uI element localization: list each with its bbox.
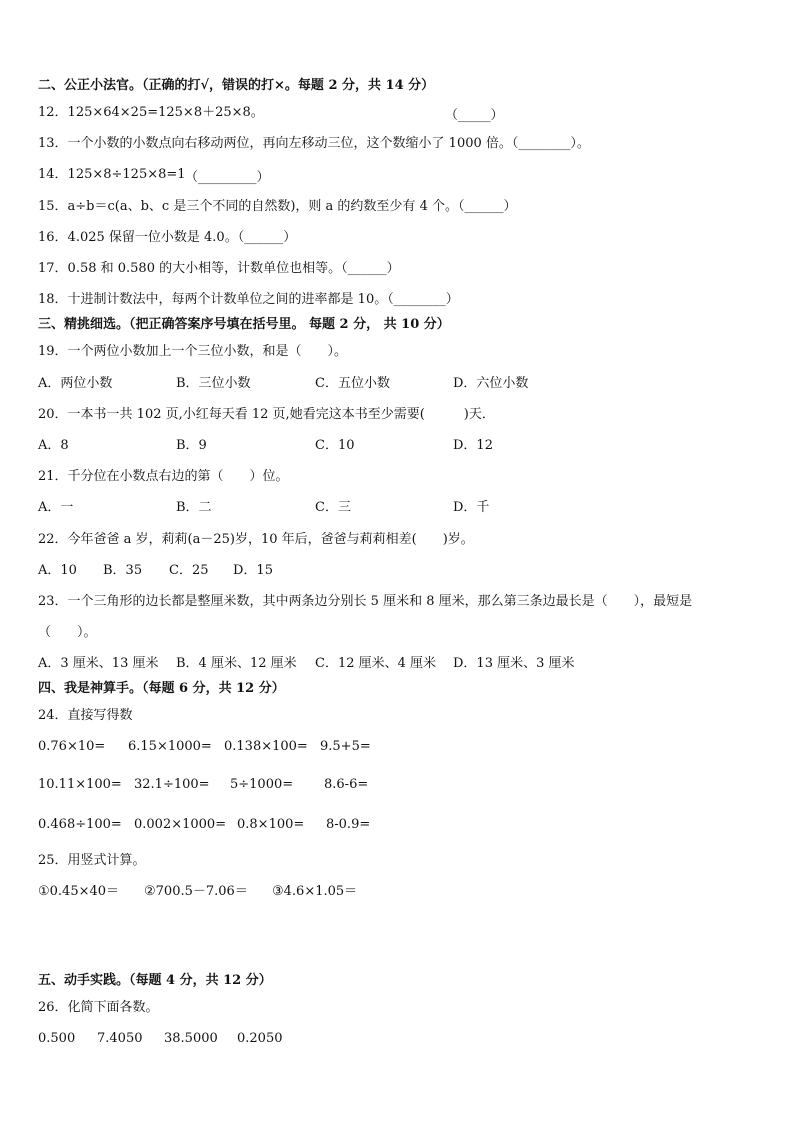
option-b[interactable]: B．三位小数 [176, 376, 251, 391]
question-23-line-2: （ ）。 [38, 625, 97, 640]
simplify-item: 0.500 [38, 1031, 76, 1046]
question-21: 21．千分位在小数点右边的第（ ）位。 [38, 469, 289, 484]
option-a[interactable]: A．3 厘米、13 厘米 [38, 656, 159, 671]
section-3-heading: 三、精挑细选。（把正确答案序号填在括号里。 每题 2 分， 共 10 分） [38, 317, 450, 332]
option-d[interactable]: D．六位小数 [453, 376, 529, 391]
calc-item: 8-0.9= [326, 817, 371, 832]
vertical-calc-item: ③4.6×1.05＝ [272, 884, 358, 899]
calc-item: 10.11×100= [38, 777, 122, 792]
question-16: 16．4.025 保留一位小数是 4.0。（______） [38, 230, 297, 245]
question-23-line-1: 23．一个三角形的边长都是整厘米数，其中两条边分别长 5 厘米和 8 厘米，那么第三条边最长是（ ），最短是 [38, 594, 693, 609]
option-a[interactable]: A．8 [38, 438, 69, 453]
simplify-item: 0.2050 [237, 1031, 283, 1046]
calc-item: 9.5+5= [320, 739, 371, 754]
calc-item: 32.1÷100= [134, 777, 210, 792]
question-12 [38, 104, 264, 122]
question-22: 22．今年爸爸 a 岁，莉莉(a－25)岁，10 年后，爸爸与莉莉相差( )岁。 [38, 532, 474, 547]
option-c[interactable]: C．25 [169, 563, 209, 578]
vertical-calc-item: ①0.45×40＝ [38, 884, 120, 899]
section-4-heading: 四、我是神算手。（每题 6 分，共 12 分） [38, 681, 285, 696]
question-12-text: 12．125×64×25=125×8＋25×8。 [38, 105, 264, 120]
question-19: 19．一个两位小数加上一个三位小数，和是（ ）。 [38, 344, 348, 359]
calc-item: 8.6-6= [324, 777, 369, 792]
option-a[interactable]: A．一 [38, 500, 74, 515]
option-a[interactable]: A．10 [38, 563, 77, 578]
option-c[interactable]: C．三 [315, 500, 351, 515]
option-c[interactable]: C．12 厘米、4 厘米 [315, 656, 437, 671]
question-26-title: 26．化简下面各数。 [38, 1000, 159, 1015]
simplify-item: 7.4050 [97, 1031, 143, 1046]
question-14 [38, 166, 186, 184]
calc-item: 0.8×100= [237, 817, 305, 832]
option-b[interactable]: B．4 厘米、12 厘米 [176, 656, 297, 671]
option-c[interactable]: C．五位小数 [315, 376, 390, 391]
section-5-heading: 五、动手实践。（每题 4 分，共 12 分） [38, 973, 272, 988]
option-c[interactable]: C．10 [315, 438, 355, 453]
option-d[interactable]: D．12 [453, 438, 493, 453]
question-24-title: 24．直接写得数 [38, 708, 133, 723]
calc-item: 0.468÷100= [38, 817, 122, 832]
option-d[interactable]: D．13 厘米、3 厘米 [453, 656, 575, 671]
question-20: 20．一本书一共 102 页,小红每天看 12 页,她看完这本书至少需要( )天． [38, 407, 495, 422]
calc-item: 0.138×100= [224, 739, 308, 754]
option-b[interactable]: B．35 [103, 563, 143, 578]
calc-item: 0.76×10= [38, 739, 106, 754]
question-15: 15．a÷b＝c(a、b、c 是三个不同的自然数)，则 a 的约数至少有 4 个。（______） [38, 199, 517, 214]
question-14-text: 14．125×8÷125×8=1 [38, 167, 186, 182]
option-b[interactable]: B．二 [176, 500, 212, 515]
calc-item: 5÷1000= [230, 777, 294, 792]
calc-item: 6.15×1000= [128, 739, 212, 754]
calc-item: 0.002×1000= [134, 817, 227, 832]
question-12-blank[interactable]: （_____） [445, 108, 504, 123]
option-d[interactable]: D．15 [233, 563, 273, 578]
simplify-item: 38.5000 [164, 1031, 218, 1046]
question-17: 17．0.58 和 0.580 的大小相等，计数单位也相等。（______） [38, 261, 400, 276]
question-25-title: 25．用竖式计算。 [38, 853, 146, 868]
section-2-heading: 二、公正小法官。（正确的打√，错误的打×。每题 2 分，共 14 分） [38, 78, 435, 93]
question-18: 18．十进制计数法中，每两个计数单位之间的进率都是 10。（________） [38, 292, 459, 307]
question-13: 13．一个小数的小数点向右移动两位，再向左移动三位，这个数缩小了 1000 倍。（________）。 [38, 136, 590, 151]
option-d[interactable]: D．千 [453, 500, 490, 515]
question-14-blank[interactable]: （_________） [185, 170, 270, 185]
option-b[interactable]: B．9 [176, 438, 207, 453]
option-a[interactable]: A．两位小数 [38, 376, 113, 391]
vertical-calc-item: ②700.5－7.06＝ [144, 884, 248, 899]
